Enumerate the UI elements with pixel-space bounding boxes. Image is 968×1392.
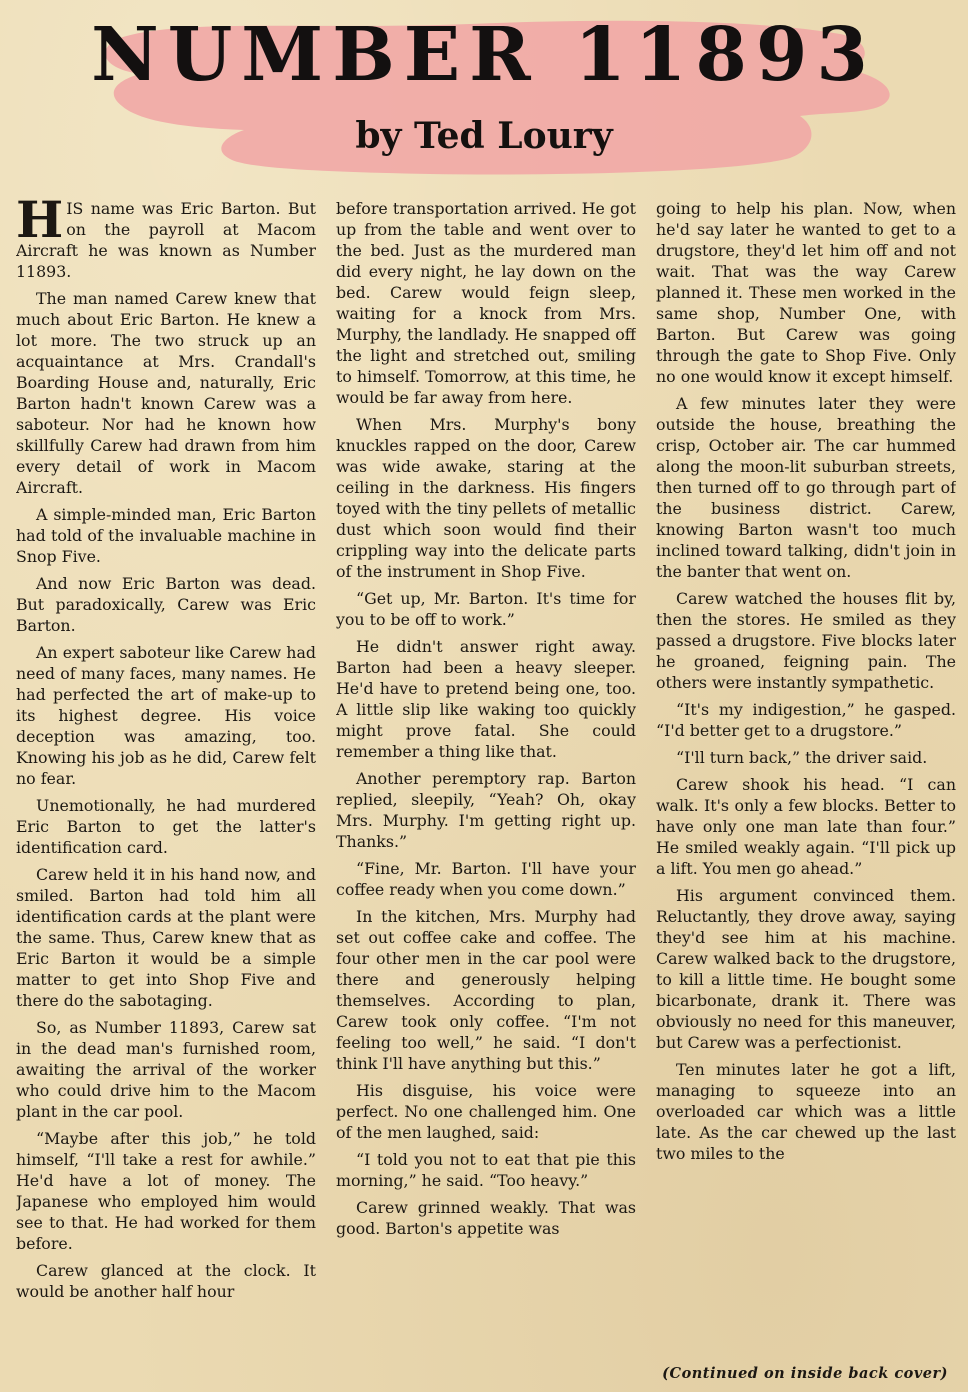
story-title: NUMBER 11893 [91, 12, 877, 98]
paragraph: “I'll turn back,” the driver said. [676, 748, 928, 767]
paragraph: “I told you not to eat that pie this morning,” he said. “Too heavy.” [336, 1150, 636, 1190]
column-3 [656, 198, 956, 1358]
paragraph: His argument convinced them. Reluctantly, they drove away, saying they'd see him at his machine. Carew walked back to the drugstore, to kill a little time. He bought some bicarbonate, drank it. There was obviously no need for this maneuver, but Carew was a perfectionist. [656, 886, 956, 1052]
paragraph: A few minutes later they were outside the house, breathing the crisp, October air. The car hummed along the moon-lit suburban streets, then turned off to go through part of the business district. Carew, knowing Barton wasn't too much inclined toward talking, didn't join in the banter that went on. [656, 394, 956, 581]
paragraph: “Get up, Mr. Barton. It's time for you to be off to work.” [336, 589, 636, 629]
paragraph: In the kitchen, Mrs. Murphy had set out coffee cake and coffee. The four other men in the car pool were there and generously helping themselves. According to plan, Carew took only coffee. “I'm not feeling too well,” he said. “I don't think I'll have anything but this.” [336, 907, 636, 1073]
paragraph: Another peremptory rap. Barton replied, sleepily, “Yeah? Oh, okay Mrs. Murphy. I'm getting right up. Thanks.” [336, 769, 636, 851]
paragraph: “Fine, Mr. Barton. I'll have your coffee ready when you come down.” [336, 859, 636, 899]
paragraph: And now Eric Barton was dead. But paradoxically, Carew was Eric Barton. [16, 574, 316, 635]
paragraph [16, 198, 316, 282]
story-byline: by Ted Loury [355, 115, 613, 157]
paragraph: going to help his plan. Now, when he'd say later he wanted to get to a drugstore, they'd let him off and not wait. That was the way Carew planned it. These men worked in the same shop, Number One, with Barton. But Carew was going through the gate to Shop Five. Only no one would know it except himself. [656, 199, 956, 386]
paragraph: An expert saboteur like Carew had need of many faces, many names. He had perfected the art of make-up to its highest degree. His voice deception was amazing, too. Knowing his job as he did, Carew felt no fear. [16, 643, 316, 788]
paragraph: Carew shook his head. “I can walk. It's only a few blocks. Better to have only one man late than four.” He smiled weakly again. “I'll pick up a lift. You men go ahead.” [656, 775, 956, 878]
paragraph: He didn't answer right away. Barton had been a heavy sleeper. He'd have to pretend being one, too. A little slip like waking too quickly might prove fatal. She could remember a thing like that. [336, 637, 636, 761]
drop-cap: H [16, 198, 64, 249]
paragraph: So, as Number 11893, Carew sat in the dead man's furnished room, awaiting the arrival of the worker who could drive him to the Macom plant in the car pool. [16, 1018, 316, 1121]
paragraph: Unemotionally, he had murdered Eric Barton to get the latter's identification card. [16, 796, 316, 857]
continued-note: (Continued on inside back cover) [662, 1365, 948, 1382]
paragraph: Carew held it in his hand now, and smiled. Barton had told him all identification cards at the plant were the same. Thus, Carew knew that as Eric Barton it would be a simple matter to get into Shop Five and there do the sabotaging. [16, 865, 316, 1010]
paragraph: His disguise, his voice were perfect. No one challenged him. One of the men laughed, said: [336, 1081, 636, 1142]
paragraph: Carew grinned weakly. That was good. Barton's appetite was [336, 1198, 636, 1238]
paragraph: A simple-minded man, Eric Barton had told of the invaluable machine in Snop Five. [16, 505, 316, 566]
story-columns [16, 198, 956, 1358]
paragraph: Carew glanced at the clock. It would be another half hour [16, 1261, 316, 1301]
paragraph: When Mrs. Murphy's bony knuckles rapped on the door, Carew was wide awake, staring at the ceiling in the darkness. His fingers toyed with the tiny pellets of metallic dust which soon would find their crippling way into the delicate parts of the instrument in Shop Five. [336, 415, 636, 581]
paragraph: before transportation arrived. He got up from the table and went over to the bed. Just as the murdered man did every night, he lay down on the bed. Carew would feign sleep, waiting for a knock from Mrs. Murphy, the landlady. He snapped off the light and stretched out, smiling to himself. Tomorrow, at this time, he would be far away from here. [336, 199, 636, 407]
column-2 [336, 198, 636, 1358]
paragraph: “It's my indigestion,” he gasped. “I'd better get to a drugstore.” [656, 700, 956, 740]
paragraph-text: IS name was Eric Barton. But on the payroll at Macom Aircraft he was known as Number 11893. [16, 199, 316, 281]
paragraph: The man named Carew knew that much about Eric Barton. He knew a lot more. The two struck up an acquaintance at Mrs. Crandall's Boarding House and, naturally, Eric Barton hadn't known Carew was a saboteur. Nor had he known how skillfully Carew had drawn from him every detail of work in Macom Aircraft. [16, 289, 316, 497]
paragraph: “Maybe after this job,” he told himself, “I'll take a rest for awhile.” He'd have a lot of money. The Japanese who employed him would see to that. He had worked for them before. [16, 1129, 316, 1253]
column-1 [16, 198, 316, 1358]
paragraph: Ten minutes later he got a lift, managing to squeeze into an overloaded car which was a little late. As the car chewed up the last two miles to the [656, 1060, 956, 1163]
paragraph: Carew watched the houses flit by, then the stores. He smiled as they passed a drugstore. Five blocks later he groaned, feigning pain. The others were instantly sympathetic. [656, 589, 956, 692]
